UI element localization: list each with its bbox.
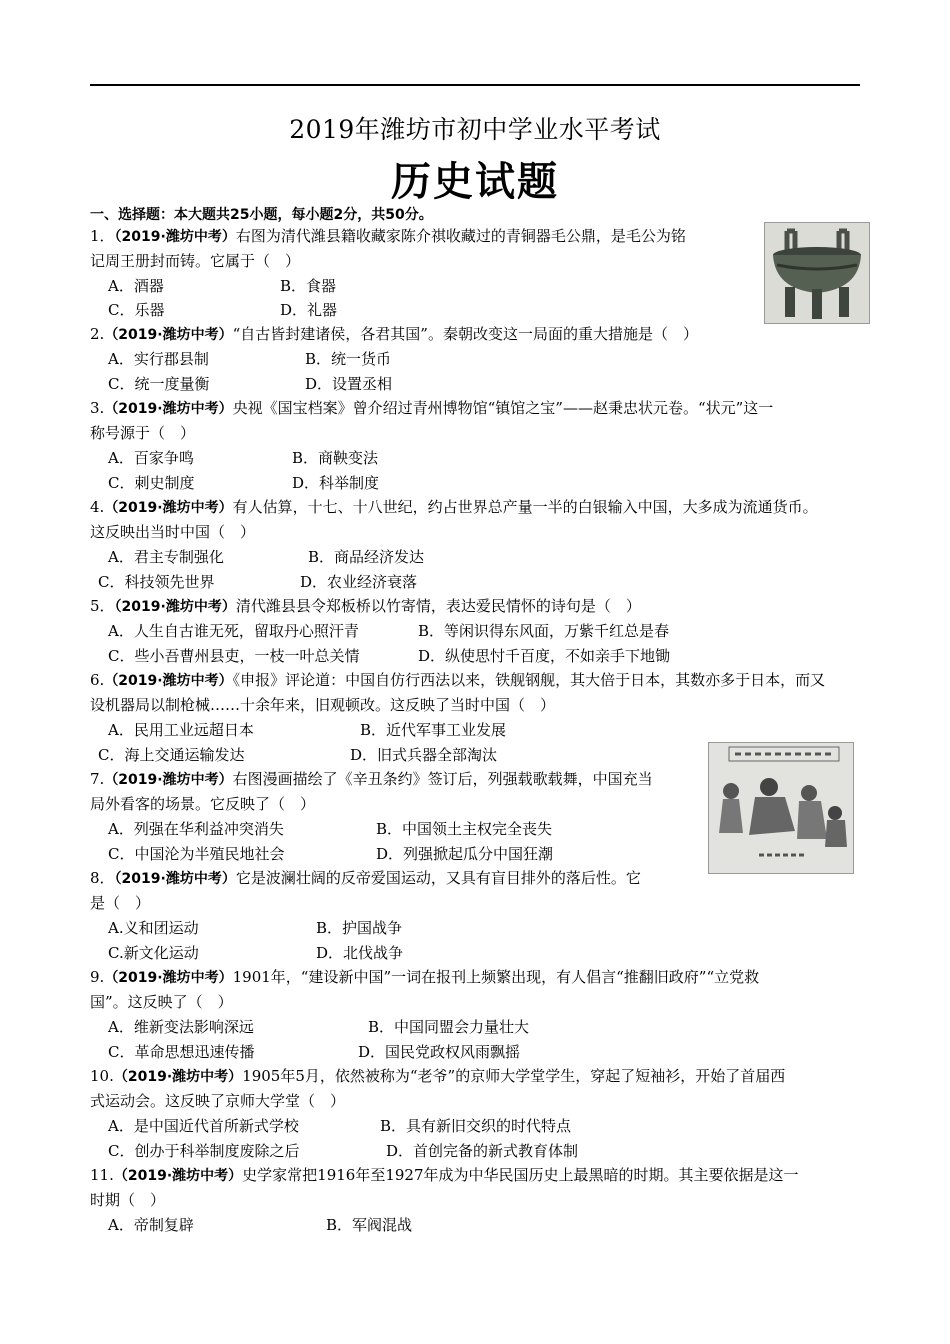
question-number: 11. <box>90 1166 114 1184</box>
question-number: 3. <box>90 399 105 417</box>
question-8-line-2: 是（ ） <box>90 894 151 912</box>
question-10-line-1 <box>90 1064 785 1090</box>
header-rule <box>90 84 860 86</box>
question-2-option-B: B．统一货币 <box>305 350 392 368</box>
question-stem: 央视《国宝档案》曾介绍过青州博物馆“镇馆之宝”——赵秉忠状元卷。“状元”这一 <box>232 399 774 417</box>
question-source: （2019·潍坊中考） <box>104 772 233 788</box>
question-8-option-A: A.义和团运动 <box>108 919 199 937</box>
question-stem: 清代潍县县令郑板桥以竹寄情，表达爱民情怀的诗句是（ ） <box>235 597 641 615</box>
question-1-option-D: D．礼器 <box>280 301 338 319</box>
question-8-option-B: B．护国战争 <box>316 919 403 937</box>
cartoon-image <box>708 742 854 874</box>
question-stem: 右图漫画描绘了《辛丑条约》签订后，列强载歌载舞，中国充当 <box>232 770 653 788</box>
section-heading: 一、选择题：本大题共25小题，每小题2分，共50分。 <box>90 207 433 223</box>
question-6-option-D: D．旧式兵器全部淘汰 <box>350 746 498 764</box>
question-2-option-D: D．设置丞相 <box>305 375 393 393</box>
exam-subtitle: 2019年潍坊市初中学业水平考试 <box>289 115 661 144</box>
question-7-line-2: 局外看客的场景。它反映了（ ） <box>90 795 316 813</box>
question-6-option-A: A．民用工业远超日本 <box>108 721 254 739</box>
question-3-line-2: 称号源于（ ） <box>90 424 196 442</box>
question-1-option-A: A．酒器 <box>108 277 164 295</box>
question-7-option-B: B．中国领土主权完全丧失 <box>376 820 553 838</box>
question-number: 7. <box>90 770 105 788</box>
question-number: 6. <box>90 671 105 689</box>
question-4-option-A: A．君主专制强化 <box>108 548 224 566</box>
question-1-option-C: C．乐器 <box>108 301 165 319</box>
question-4-option-B: B．商品经济发达 <box>308 548 425 566</box>
question-2-option-A: A．实行郡县制 <box>108 350 209 368</box>
question-9-option-D: D．国民党政权风雨飘摇 <box>358 1043 521 1061</box>
question-7-option-C: C．中国沦为半殖民地社会 <box>108 845 285 863</box>
question-10-option-A: A．是中国近代首所新式学校 <box>108 1117 299 1135</box>
question-stem: 《申报》评论道：中国自仿行西法以来，铁舰钢舰，其大倍于日本，其数亦多于日本，而又 <box>232 671 826 689</box>
question-4-option-D: D．农业经济衰落 <box>300 573 418 591</box>
question-9-option-C: C．革命思想迅速传播 <box>108 1043 255 1061</box>
question-number: 10. <box>90 1067 114 1085</box>
question-source: （2019·潍坊中考） <box>104 327 233 343</box>
question-7-line-1 <box>90 767 653 793</box>
question-7-option-A: A．列强在华利益冲突消失 <box>108 820 284 838</box>
question-source: （2019·潍坊中考） <box>104 500 233 516</box>
question-11-option-A: A．帝制复辟 <box>108 1216 194 1234</box>
bronze-ding-image <box>764 222 870 324</box>
question-8-option-D: D．北伐战争 <box>316 944 404 962</box>
question-3-option-A: A．百家争鸣 <box>108 449 194 467</box>
question-11-option-B: B．军阀混战 <box>326 1216 413 1234</box>
question-source: （2019·潍坊中考） <box>114 229 236 245</box>
question-stem: “自古皆封建诸侯，各君其国”。秦朝改变这一局面的重大措施是（ ） <box>232 325 698 343</box>
question-8-line-1 <box>90 866 641 892</box>
question-stem: 有人估算，十七、十八世纪，约占世界总产量一半的白银输入中国，大多成为流通货币。 <box>232 498 818 516</box>
question-3-option-C: C．刺史制度 <box>108 474 195 492</box>
question-6-line-2: 设机器局以制枪械……十余年来，旧观顿改。这反映了当时中国（ ） <box>90 696 556 714</box>
question-11-line-1 <box>90 1163 799 1189</box>
question-9-option-A: A．维新变法影响深远 <box>108 1018 254 1036</box>
question-1-option-B: B．食器 <box>280 277 337 295</box>
question-10-line-2: 式运动会。这反映了京师大学堂（ ） <box>90 1092 346 1110</box>
question-11-line-2: 时期（ ） <box>90 1191 166 1209</box>
question-source: （2019·潍坊中考） <box>114 599 236 615</box>
question-4-line-1 <box>90 495 818 521</box>
question-number: 8． <box>90 869 115 887</box>
question-3-line-1 <box>90 396 773 422</box>
question-2-line-1 <box>90 322 698 348</box>
question-1-line-1 <box>90 224 686 250</box>
question-stem: 它是波澜壮阔的反帝爱国运动，又具有盲目排外的落后性。它 <box>235 869 641 887</box>
question-number: 5． <box>90 597 115 615</box>
question-stem: 史学家常把1916年至1927年成为中华民国历史上最黑暗的时期。其主要依据是这一 <box>242 1166 799 1184</box>
question-source: （2019·潍坊中考） <box>113 1168 243 1184</box>
question-3-option-D: D．科举制度 <box>292 474 380 492</box>
question-stem: 1901年，“建设新中国”一词在报刊上频繁出现，有人倡言“推翻旧政府”“立党救 <box>232 968 760 986</box>
question-5-option-A: A．人生自古谁无死，留取丹心照汗青 <box>108 622 359 640</box>
question-9-option-B: B．中国同盟会力量壮大 <box>368 1018 530 1036</box>
question-6-option-C: C．海上交通运输发达 <box>98 746 245 764</box>
question-5-option-D: D．纵使思忖千百度，不如亲手下地锄 <box>418 647 671 665</box>
question-number: 4. <box>90 498 105 516</box>
question-8-option-C: C.新文化运动 <box>108 944 199 962</box>
question-source: （2019·潍坊中考） <box>113 1069 243 1085</box>
question-2-option-C: C．统一度量衡 <box>108 375 210 393</box>
question-source: （2019·潍坊中考） <box>104 970 233 986</box>
question-4-line-2: 这反映出当时中国（ ） <box>90 523 256 541</box>
question-source: （2019·潍坊中考） <box>104 673 233 689</box>
question-1-line-2: 记周王册封而铸。它属于（ ） <box>90 252 301 270</box>
question-number: 1． <box>90 227 115 245</box>
question-6-option-B: B．近代军事工业发展 <box>360 721 507 739</box>
question-number: 2. <box>90 325 105 343</box>
question-9-line-2: 国”。这反映了（ ） <box>90 993 233 1011</box>
question-source: （2019·潍坊中考） <box>104 401 233 417</box>
question-3-option-B: B．商鞅变法 <box>292 449 379 467</box>
question-10-option-D: D．首创完备的新式教育体制 <box>386 1142 579 1160</box>
question-7-option-D: D．列强掀起瓜分中国狂潮 <box>376 845 554 863</box>
question-source: （2019·潍坊中考） <box>114 871 236 887</box>
question-10-option-B: B．具有新旧交织的时代特点 <box>380 1117 572 1135</box>
question-5-option-B: B．等闲识得东风面，万紫千红总是春 <box>418 622 670 640</box>
exam-title: 历史试题 <box>391 159 559 205</box>
question-stem: 1905年5月，依然被称为“老爷”的京师大学堂学生，穿起了短袖衫，开始了首届西 <box>242 1067 786 1085</box>
question-5-line-1 <box>90 594 641 620</box>
question-4-option-C: C．科技领先世界 <box>98 573 215 591</box>
question-10-option-C: C．创办于科举制度废除之后 <box>108 1142 300 1160</box>
question-6-line-1 <box>90 668 825 694</box>
question-5-option-C: C．些小吾曹州县吏，一枝一叶总关情 <box>108 647 360 665</box>
question-9-line-1 <box>90 965 759 991</box>
question-stem: 右图为清代潍县籍收藏家陈介祺收藏过的青铜器毛公鼎，是毛公为铭 <box>235 227 686 245</box>
question-number: 9. <box>90 968 105 986</box>
